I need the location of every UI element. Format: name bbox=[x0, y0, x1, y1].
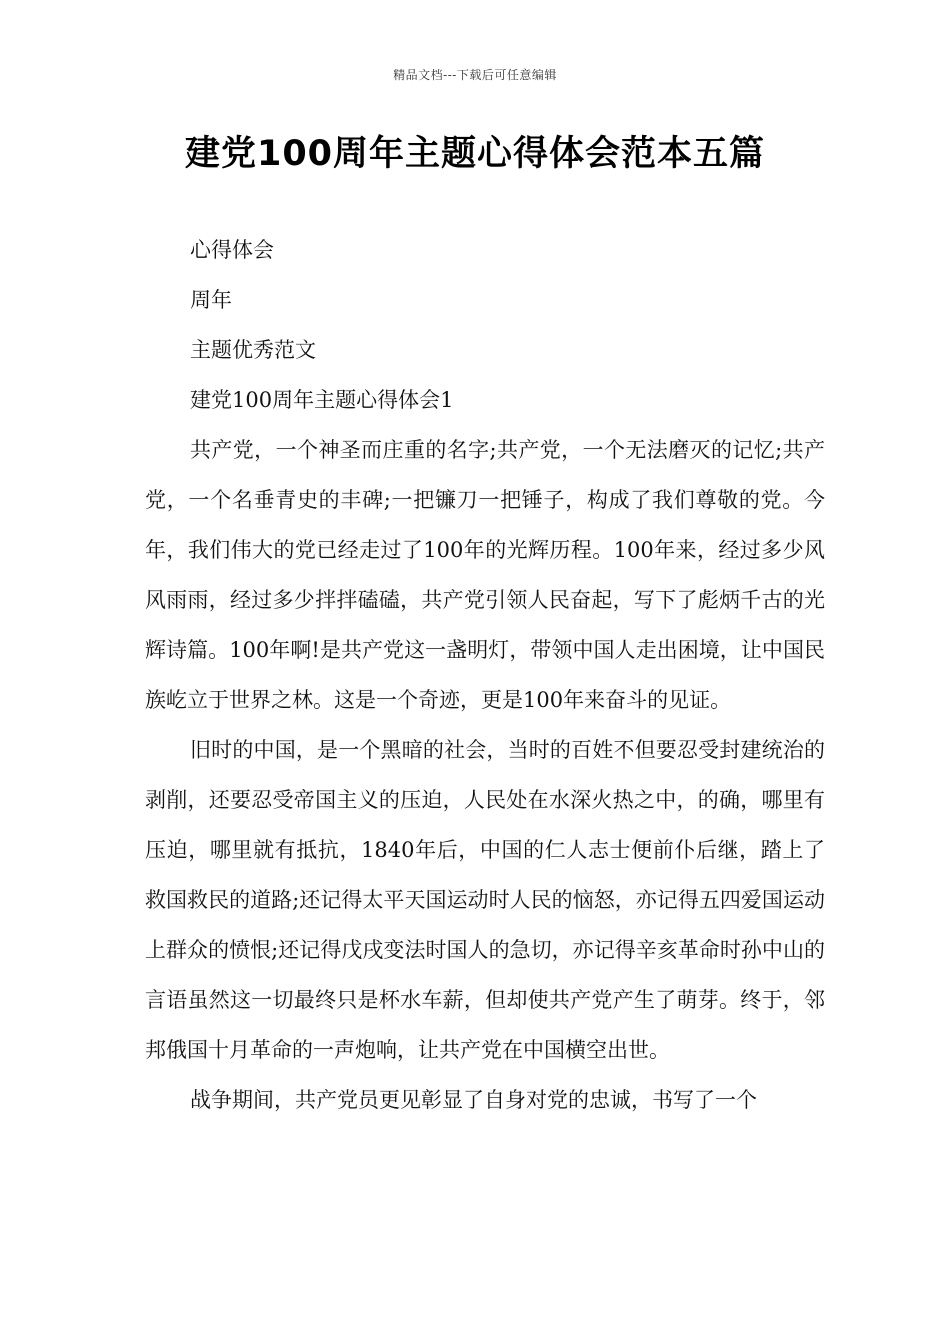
paragraph-1: 共产党，一个神圣而庄重的名字;共产党，一个无法磨灭的记忆;共产党，一个名垂青史的丰碑;一把镰刀一把锤子，构成了我们尊敬的党。今年，我们伟大的党已经走过了100年的光辉历程。100年来，经过多少风风雨雨，经过多少拌拌磕磕，共产党引领人民奋起，写下了彪炳千古的光辉诗篇。100年啊!是共产党这一盏明灯，带领中国人走出困境，让中国民族屹立于世界之林。这是一个奇迹，更是100年来奋斗的见证。 bbox=[145, 438, 825, 712]
document-title: 建党100周年主题心得体会范本五篇 bbox=[184, 134, 766, 174]
meta-line-theme: 主题优秀范文 bbox=[190, 338, 316, 362]
section-heading: 建党100周年主题心得体会1 bbox=[190, 388, 454, 412]
paragraph-2: 旧时的中国，是一个黑暗的社会，当时的百姓不但要忍受封建统治的剥削，还要忍受帝国主义的压迫，人民处在水深火热之中，的确，哪里有压迫，哪里就有抵抗，1840年后，中国的仁人志士便前仆后继，踏上了救国救民的道路;还记得太平天国运动时人民的恼怒，亦记得五四爱国运动上群众的愤恨;还记得戊戌变法时国人的急切，亦记得辛亥革命时孙中山的言语虽然这一切最终只是杯水车薪，但却使共产党产生了萌芽。终于，邻邦俄国十月革命的一声炮响，让共产党在中国横空出世。 bbox=[145, 738, 825, 1062]
paragraph-3: 战争期间，共产党员更见彰显了自身对党的忠诚，书写了一个 bbox=[190, 1088, 757, 1112]
meta-line-category: 心得体会 bbox=[190, 238, 274, 262]
document-body bbox=[145, 225, 825, 1125]
header-note: 精品文档---下载后可任意编辑 bbox=[393, 68, 557, 82]
meta-line-anniversary: 周年 bbox=[190, 288, 232, 312]
